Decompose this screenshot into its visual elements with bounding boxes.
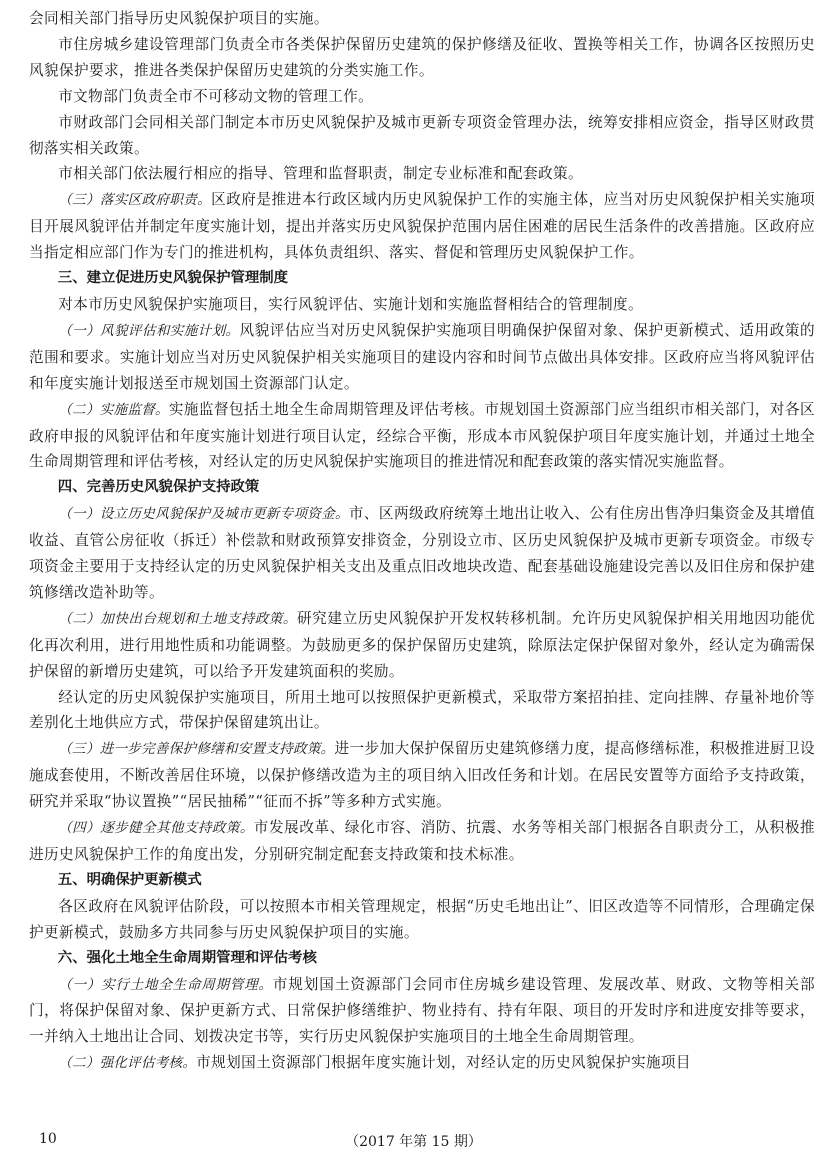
paragraph-text: 市相关部门依法履行相应的指导、管理和监督职责，制定专业标准和配套政策。 — [58, 165, 583, 183]
body-paragraph — [29, 187, 815, 266]
paragraph-text: 研究建立历史风貌保护开发权转移机制。允许历史风貌保护相关用地因功能优化再次利用，进行用地性质和功能调整。为鼓励更多的保护保留历史建筑，除原法定保护保留对象外，经认定为确需保护保留的新增历史建筑，可以给予开发建筑面积的奖励。 — [29, 609, 815, 680]
body-paragraph — [29, 6, 815, 32]
body-paragraph — [29, 1050, 815, 1077]
subsection-lead: （一）设立历史风貌保护及城市更新专项资金。 — [58, 506, 349, 523]
body-paragraph — [29, 318, 815, 397]
paragraph-text: 区政府是推进本行政区域内历史风貌保护工作的实施主体，应当对历史风貌保护相关实施项目开展风貌评估并制定年度实施计划，提出并落实历史风貌保护范围内居住困难的居民生活条件的改善措施。区政府应当指定相应部门作为专门的推进机构，具体负责组织、落实、督促和管理历史风貌保护工作。 — [29, 191, 815, 262]
subsection-lead: （一）风貌评估和实施计划。 — [58, 322, 240, 339]
subsection-lead: （二）实施监督。 — [58, 401, 169, 418]
section-heading: 四、完善历史风貌保护支持政策 — [57, 479, 260, 496]
body-paragraph — [29, 292, 815, 318]
body-paragraph — [29, 685, 815, 737]
subsection-lead: （三）进一步完善保护修缮和安置支持政策。 — [58, 741, 335, 758]
paragraph-text: 经认定的历史风貌保护实施项目，所用土地可以按照保护更新模式，采取带方案招拍挂、定向挂牌、存量补地价等差别化土地供应方式，带保护保留建筑出让。 — [29, 688, 815, 732]
paragraph-text: 市规划国土资源部门会同市住房城乡建设管理、发展改革、财政、文物等相关部门，将保护保留对象、保护更新方式、日常保护修缮维护、物业持有、持有年限、项目的开发时序和进度安排等要求，一并纳入土地出让合同、划拨决定书等，实行历史风貌保护实施项目的土地全生命周期管理。 — [29, 975, 815, 1046]
body-paragraph — [29, 972, 815, 1051]
subsection-lead: （一）实行土地全生命周期管理。 — [58, 976, 273, 993]
body-paragraph — [29, 84, 815, 110]
section-heading: 三、建立促进历史风貌保护管理制度 — [57, 270, 289, 287]
subsection-lead: （二）加快出台规划和土地支持政策。 — [58, 610, 297, 627]
paragraph-text: 实施监督包括土地全生命周期管理及评估考核。市规划国土资源部门应当组织市相关部门，对各区政府申报的风貌评估和年度实施计划进行项目认定，经综合平衡，形成本市风貌保护项目年度实施计划，并通过土地全生命周期管理和评估考核，对经认定的历史风貌保护实施项目的推进情况和配套政策的落实情况实施监督。 — [29, 400, 815, 471]
paragraph-text: 市、区两级政府统筹土地出让收入、公有住房出售净归集资金及其增值收益、直管公房征收（拆迁）补偿款和财政预算安排资金，分别设立市、区历史风貌保护及城市更新专项资金。市级专项资金主要用于支持经认定的历史风貌保护相关支出及重点旧改地块改造、配套基础设施建设完善以及旧住房和保护建筑修缮改造补助等。 — [29, 505, 816, 601]
page-footer — [0, 1131, 827, 1157]
body-paragraph — [29, 110, 815, 162]
paragraph-text: 会同相关部门指导历史风貌保护项目的实施。 — [29, 10, 329, 27]
paragraph-text: 风貌评估应当对历史风貌保护实施项目明确保护保留对象、保护更新模式、适用政策的范围和要求。实施计划应当对历史风貌保护相关实施项目的建设内容和时间节点做出具体安排。区政府应当将风貌评估和年度实施计划报送至市规划国土资源部门认定。 — [29, 321, 815, 392]
paragraph-text: 市住房城乡建设管理部门负责全市各类保护保留历史建筑的保护修缮及征收、置换等相关工作，协调各区按照历史风貌保护要求，推进各类保护保留历史建筑的分类实施工作。 — [29, 35, 815, 79]
paragraph-text: 各区政府在风貌评估阶段，可以按照本市相关管理规定，根据“历史毛地出让”、旧区改造等不同情形，合理确定保护更新模式，鼓励多方共同参与历史风貌保护项目的实施。 — [29, 897, 815, 941]
body-paragraph — [29, 501, 815, 606]
page-number: 10 — [39, 1131, 57, 1147]
body-paragraph — [29, 397, 815, 476]
body-paragraph — [29, 606, 815, 685]
paragraph-text: 市文物部门负责全市不可移动文物的管理工作。 — [58, 87, 374, 105]
body-paragraph — [29, 815, 815, 868]
paragraph-text: 市财政部门会同相关部门制定本市历史风貌保护及城市更新专项资金管理办法，统筹安排相应资金，指导区财政贯彻落实相关政策。 — [29, 113, 815, 157]
body-paragraph — [29, 32, 815, 84]
body-paragraph — [29, 736, 815, 815]
body-paragraph — [29, 894, 815, 946]
section-heading: 五、明确保护更新模式 — [57, 871, 202, 888]
paragraph-text: 进一步加大保护保留历史建筑修缮力度，提高修缮标准，积极推进厨卫设施成套使用，不断改善居住环境，以保护修缮改造为主的项目纳入旧改任务和计划。在居民安置等方面给予支持政策，研究并采取“协议置换”“居民抽稀”“征而不拆”等多种方式实施。 — [29, 740, 816, 811]
subsection-lead: （三）落实区政府职责。 — [58, 192, 212, 209]
subsection-lead: （四）逐步健全其他支持政策。 — [58, 820, 254, 837]
body-paragraph — [29, 161, 815, 187]
issue-label: （2017 年第 15 期） — [345, 1134, 482, 1150]
paragraph-text: 对本市历史风貌保护实施项目，实行风貌评估、实施计划和实施监督相结合的管理制度。 — [58, 295, 643, 313]
section-heading: 六、强化土地全生命周期管理和评估考核 — [57, 949, 317, 966]
subsection-lead: （二）强化评估考核。 — [58, 1055, 197, 1072]
body-text — [29, 6, 815, 1077]
paragraph-text: 市规划国土资源部门根据年度实施计划，对经认定的历史风貌保护实施项目 — [196, 1054, 691, 1072]
paragraph-text: 市发展改革、绿化市容、消防、抗震、水务等相关部门根据各自职责分工，从积极推进历史风貌保护工作的角度出发，分别研究制定配套支持政策和技术标准。 — [29, 819, 815, 863]
